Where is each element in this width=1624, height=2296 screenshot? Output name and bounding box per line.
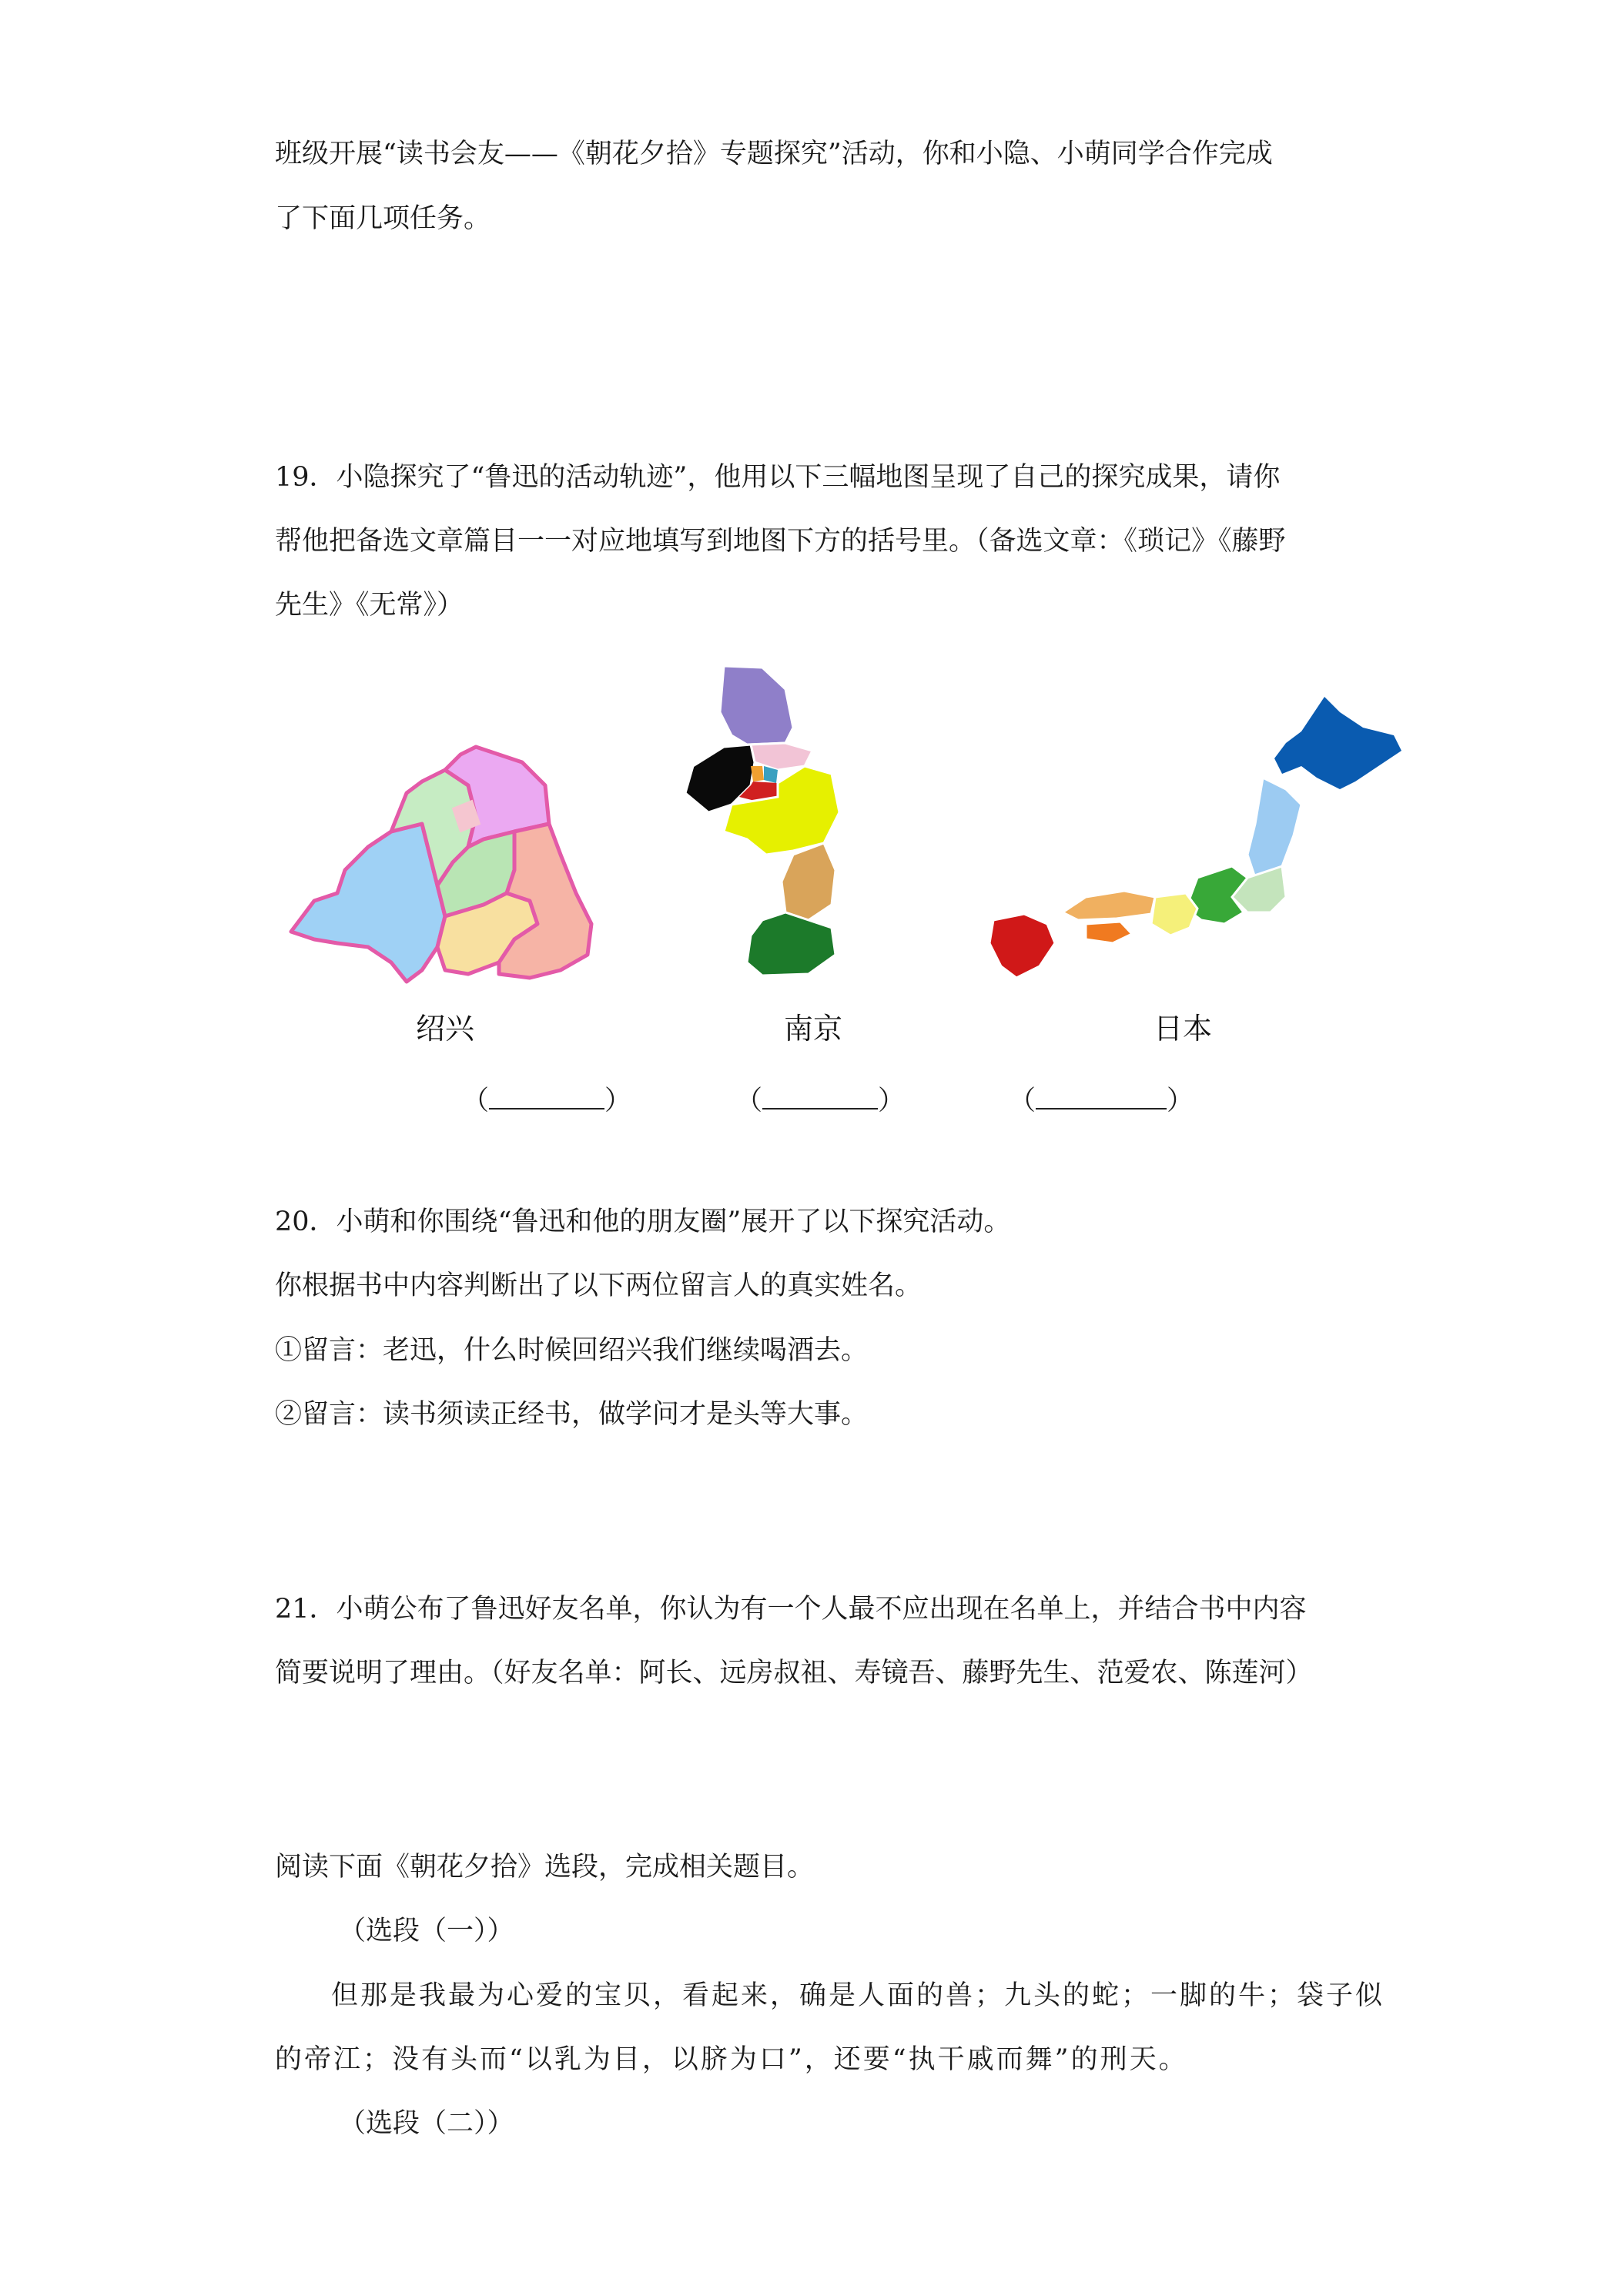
- answer-blank-nanjing[interactable]: [735, 1079, 905, 1118]
- open-paren: （: [462, 1086, 490, 1116]
- q19-line-1: 19．小隐探究了“鲁迅的活动轨迹”，他用以下三幅地图呈现了自己的探究成果，请你: [275, 462, 1281, 493]
- open-paren: （: [735, 1086, 763, 1116]
- section-1-para-line-2: 的帝江；没有头而“以乳为目，以脐为口”，还要“执干戚而舞”的刑天。: [275, 2044, 1188, 2075]
- answer-blank-japan[interactable]: [1009, 1079, 1194, 1118]
- section-1-para-line-1: 但那是我最为心爱的宝贝，看起来，确是人面的兽；九头的蛇；一脚的牛；袋子似: [331, 1980, 1385, 2011]
- shaoxing-map-icon: [283, 739, 599, 986]
- open-paren: （: [1009, 1086, 1036, 1116]
- answer-blank-shaoxing[interactable]: [462, 1079, 631, 1118]
- map-label-japan: 日本: [1154, 1012, 1213, 1046]
- q19-line-3: 先生》《无常》）: [275, 590, 464, 621]
- reading-intro: 阅读下面《朝花夕拾》选段，完成相关题目。: [275, 1852, 815, 1883]
- blank-line[interactable]: [762, 1085, 878, 1110]
- close-paren: ）: [1167, 1086, 1194, 1116]
- japan-map-icon: [978, 689, 1409, 989]
- blank-line[interactable]: [489, 1085, 604, 1110]
- q20-line-2: 你根据书中内容判断出了以下两位留言人的真实姓名。: [275, 1270, 922, 1301]
- section-1-heading: （选段（一））: [339, 1916, 514, 1946]
- q19-line-2: 帮他把备选文章篇目一一对应地填写到地图下方的括号里。（备选文章：《琐记》《藤野: [275, 526, 1286, 557]
- q20-line-1: 20．小萌和你围绕“鲁迅和他的朋友圈”展开了以下探究活动。: [275, 1207, 1011, 1237]
- intro-line-1: 班级开展“读书会友——《朝花夕拾》专题探究”活动，你和小隐、小萌同学合作完成: [275, 139, 1273, 169]
- q20-line-3: ①留言：老迅，什么时候回绍兴我们继续喝酒去。: [275, 1335, 869, 1366]
- map-label-shaoxing: 绍兴: [416, 1012, 475, 1046]
- map-label-nanjing: 南京: [784, 1012, 843, 1046]
- intro-line-2: 了下面几项任务。: [275, 203, 491, 234]
- section-2-heading: （选段（二））: [339, 2108, 514, 2139]
- nanjing-map-icon: [678, 658, 870, 989]
- q21-line-1: 21．小萌公布了鲁迅好友名单，你认为有一个人最不应出现在名单上，并结合书中内容: [275, 1594, 1307, 1625]
- q20-line-4: ②留言：读书须读正经书，做学问才是头等大事。: [275, 1399, 869, 1430]
- blank-line[interactable]: [1036, 1085, 1167, 1110]
- close-paren: ）: [604, 1086, 632, 1116]
- q21-line-2: 简要说明了理由。（好友名单：阿长、远房叔祖、寿镜吾、藤野先生、范爱农、陈莲河）: [275, 1658, 1313, 1689]
- close-paren: ）: [878, 1086, 906, 1116]
